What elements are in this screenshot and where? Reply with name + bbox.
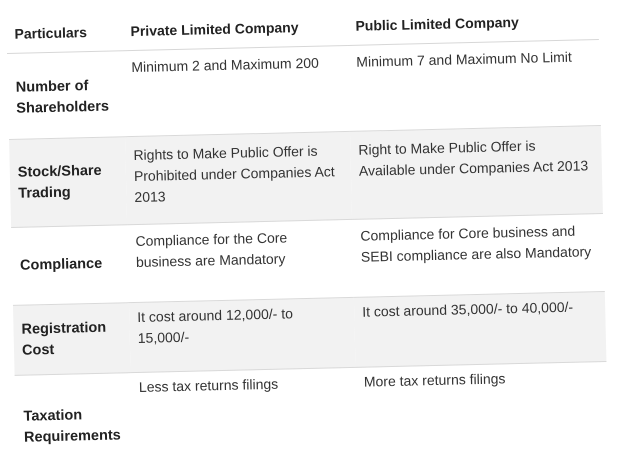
table-row [7,40,601,140]
header-particulars: Particulars [6,7,123,53]
row-label-taxation: Taxation Requirements [23,407,121,446]
cell-private-registration-cost: It cost around 12,000/- to 15,000/- [137,305,294,346]
cell-public-taxation: More tax returns filings [363,370,506,390]
comparison-table [6,0,608,459]
cell-private-share-trading: Rights to Make Public Offer is Prohibited under Companies Act 2013 [133,142,335,206]
header-public-company: Public Limited Company [347,0,599,45]
row-label-compliance: Compliance [19,255,103,274]
row-label-shareholders: Number of Shareholders [15,77,110,117]
comparison-sheet [6,0,608,459]
table-body [7,40,608,459]
cell-private-shareholders: Minimum 2 and Maximum 200 [131,54,320,76]
row-label-registration-cost: Registration Cost [21,319,107,359]
cell-private-compliance: Compliance for the Core business are Mandatory [135,229,288,271]
cell-public-registration-cost: It cost around 35,000/- to 40,000/- [362,298,574,320]
table-row [11,213,605,305]
table-row [9,126,603,228]
cell-public-share-trading: Right to Make Public Offer is Available under Companies Act 2013 [358,137,589,179]
header-private-company: Private Limited Company [122,2,348,51]
cell-public-compliance: Compliance for Core business and SEBI compliance are also Mandatory [360,222,592,265]
table-row [15,361,609,458]
cell-private-taxation: Less tax returns filings [138,375,279,395]
row-label-share-trading: Stock/Share Trading [17,162,102,202]
cell-public-shareholders: Minimum 7 and Maximum No Limit [356,48,572,70]
